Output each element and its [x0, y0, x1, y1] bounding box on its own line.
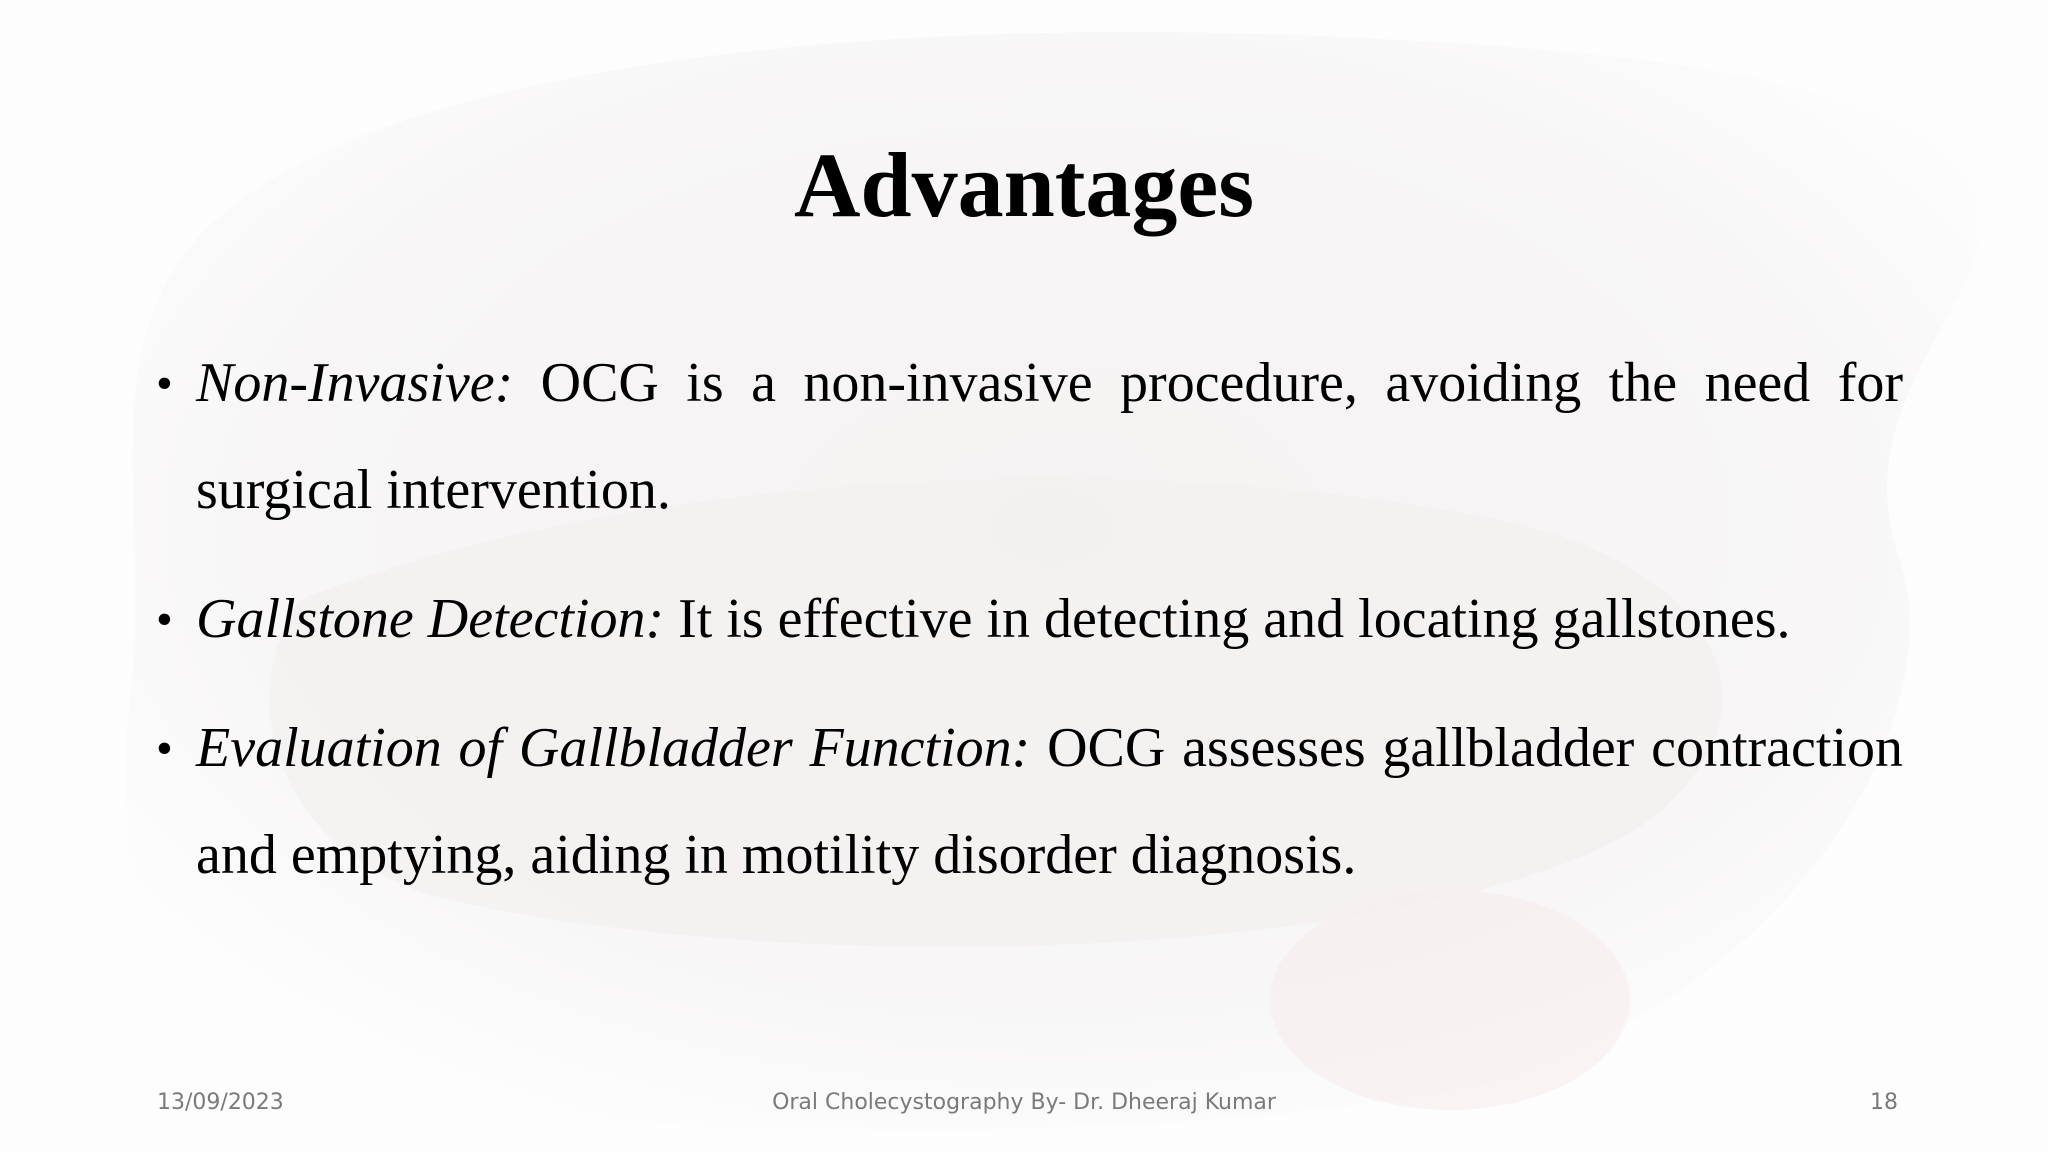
bullet-term: Non-Invasive: — [196, 352, 514, 414]
bullet-symbol: • — [156, 357, 173, 410]
bullet-term: Evaluation of Gallbladder Function: — [196, 717, 1031, 779]
bullet-term: Gallstone Detection: — [196, 588, 665, 650]
bullet-symbol: • — [156, 593, 173, 646]
bullet-text: It is effective in detecting and locating gallstones. — [664, 588, 1791, 650]
bullet-item-gallstone-detection — [156, 566, 1903, 673]
footer-page-number: 18 — [1870, 1090, 1898, 1115]
bullet-text: OCG assesses gallbladder contraction and emptying, aiding in motility disorder diagnosis. — [196, 717, 1904, 886]
footer-title: Oral Cholecystography By- Dr. Dheeraj Kumar — [772, 1090, 1276, 1115]
footer-date: 13/09/2023 — [157, 1090, 284, 1115]
bullet-item-non-invasive — [156, 330, 1903, 544]
bullet-symbol: • — [156, 722, 173, 775]
bullet-text: OCG is a non-invasive procedure, avoiding the need for surgical intervention. — [196, 352, 1903, 521]
bullet-list — [156, 330, 1903, 931]
bullet-item-gallbladder-function — [156, 695, 1903, 909]
slide-title: Advantages — [793, 134, 1255, 236]
